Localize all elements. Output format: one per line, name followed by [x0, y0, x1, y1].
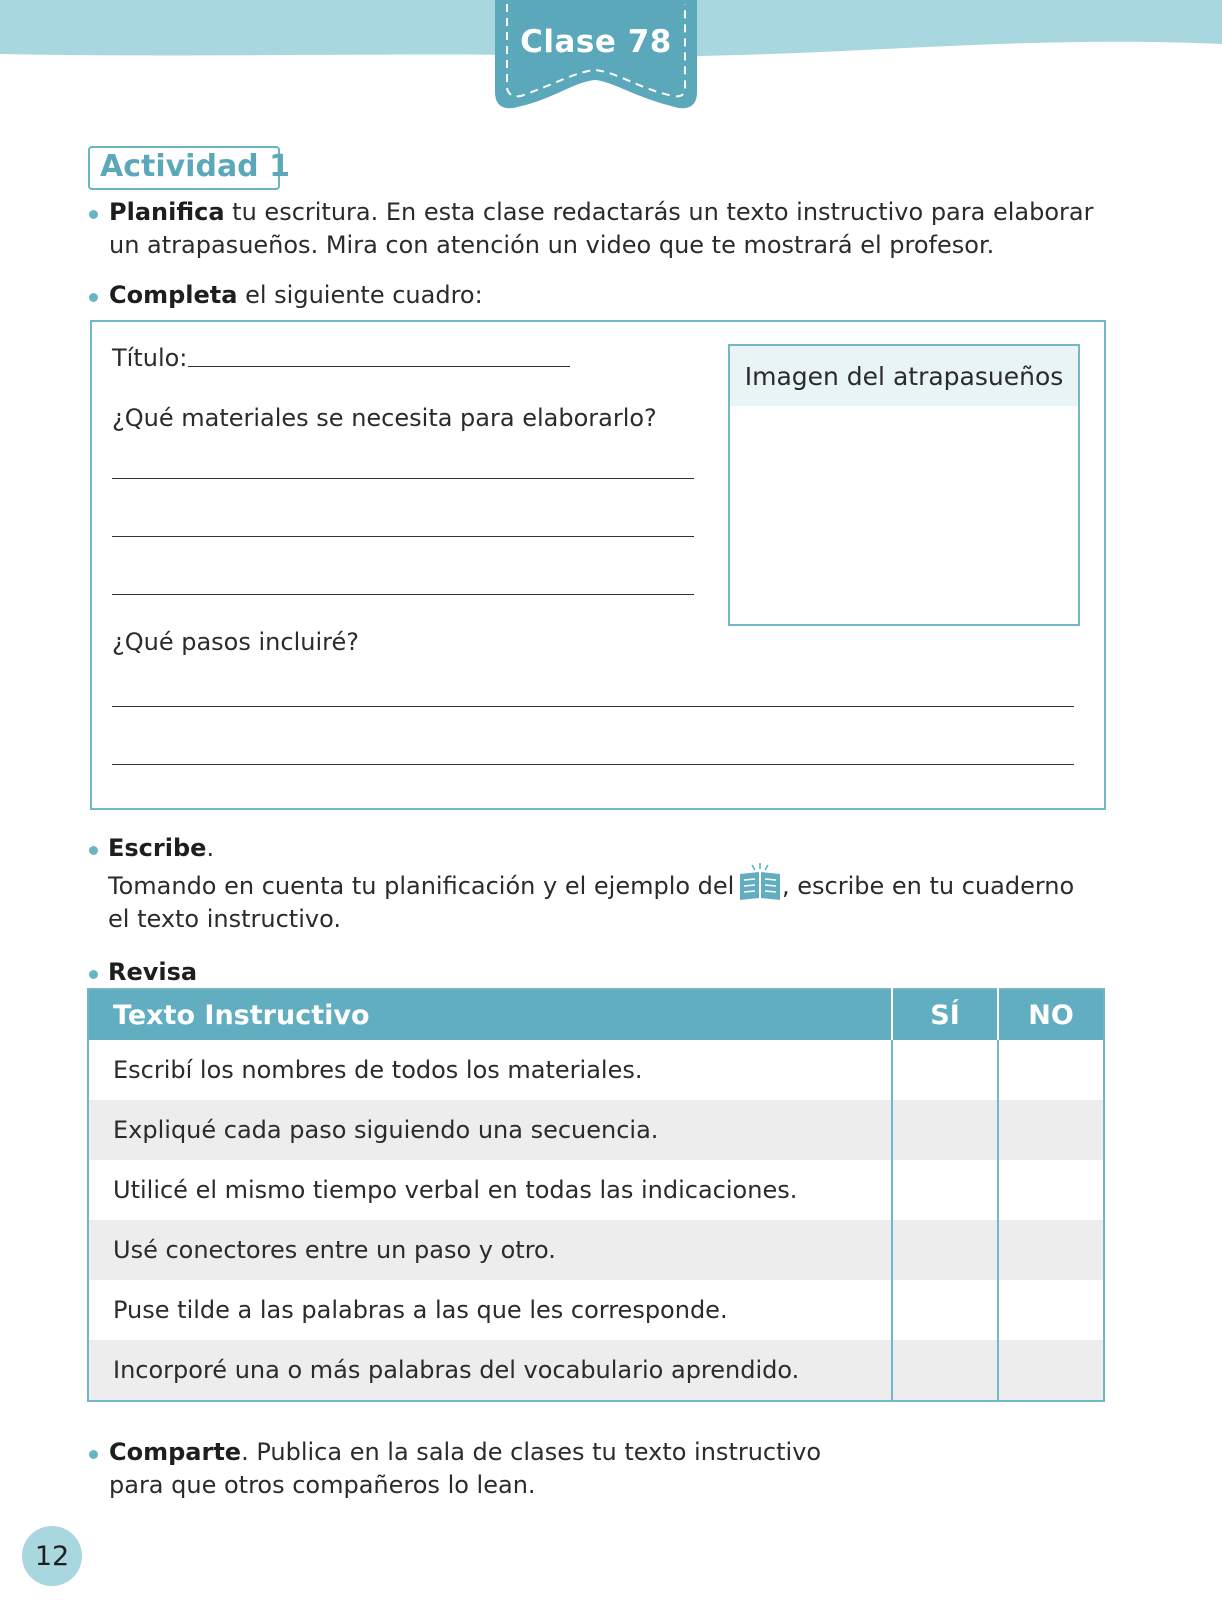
bullet-planifica	[89, 210, 98, 219]
checkbox-no[interactable]	[998, 1100, 1104, 1160]
checkbox-si[interactable]	[892, 1160, 998, 1220]
checklist-item: Incorporé una o más palabras del vocabulario aprendido.	[88, 1340, 892, 1401]
planifica-text	[109, 196, 1093, 262]
table-row	[88, 1280, 1104, 1340]
activity-title: Actividad 1	[100, 149, 290, 184]
checklist-item: Escribí los nombres de todos los materiales.	[113, 1056, 643, 1084]
planifica-bold: Planifica	[109, 198, 225, 226]
revision-checklist-table	[87, 988, 1105, 1402]
bullet-revisa	[89, 970, 98, 979]
bullet-completa	[89, 293, 98, 302]
page-number: 12	[22, 1526, 82, 1586]
table-row	[88, 1100, 1104, 1160]
checkbox-si[interactable]	[892, 1040, 998, 1100]
revisa-bold: Revisa	[108, 958, 198, 986]
escribe-line1-before: Tomando en cuenta tu planificación y el ejemplo del	[108, 872, 735, 900]
checkbox-si[interactable]	[892, 1340, 998, 1401]
bullet-escribe	[89, 846, 98, 855]
comparte-bold: Comparte	[109, 1438, 242, 1466]
escribe-heading	[108, 832, 214, 865]
table-row	[88, 1040, 1104, 1100]
planifica-line1: tu escritura. En esta clase redactarás un texto instructivo para elaborar	[224, 198, 1094, 226]
checkbox-no[interactable]	[998, 1160, 1104, 1220]
materials-question: ¿Qué materiales se necesita para elaborarlo?	[112, 404, 657, 432]
table-row	[88, 1340, 1104, 1401]
title-answer-line[interactable]	[188, 366, 570, 367]
steps-answer-line[interactable]	[112, 706, 1074, 707]
column-header-no: NO	[998, 989, 1104, 1040]
checkbox-no[interactable]	[998, 1280, 1104, 1340]
checkbox-si[interactable]	[892, 1100, 998, 1160]
planifica-line2: un atrapasueños. Mira con atención un video que te mostrará el profesor.	[109, 231, 995, 259]
completa-text	[109, 279, 483, 312]
table-row	[88, 1220, 1104, 1280]
image-drawing-box[interactable]	[728, 344, 1080, 626]
materials-answer-line[interactable]	[112, 594, 694, 595]
escribe-bold: Escribe	[108, 834, 207, 862]
checklist-item: Utilicé el mismo tiempo verbal en todas las indicaciones.	[113, 1176, 798, 1204]
comparte-text	[109, 1436, 821, 1502]
materials-answer-line[interactable]	[112, 478, 694, 479]
revisa-heading	[108, 956, 197, 989]
checklist-item: Puse tilde a las palabras a las que les corresponde.	[113, 1296, 728, 1324]
comparte-line2: para que otros compañeros lo lean.	[109, 1471, 536, 1499]
column-header-texto-instructivo: Texto Instructivo	[88, 989, 892, 1040]
checkbox-no[interactable]	[998, 1040, 1104, 1100]
column-header-si: SÍ	[892, 989, 998, 1040]
open-book-icon	[738, 862, 782, 902]
class-title: Clase 78	[520, 24, 672, 60]
table-row	[88, 1160, 1104, 1220]
completa-rest: el siguiente cuadro:	[237, 281, 483, 309]
completa-bold: Completa	[109, 281, 238, 309]
checkbox-si[interactable]	[892, 1220, 998, 1280]
escribe-dot: .	[206, 834, 215, 862]
bullet-comparte	[89, 1450, 98, 1459]
comparte-line1: . Publica en la sala de clases tu texto instructivo	[241, 1438, 822, 1466]
checkbox-si[interactable]	[892, 1280, 998, 1340]
checkbox-no[interactable]	[998, 1340, 1104, 1401]
table-header-row	[88, 989, 1104, 1040]
steps-answer-line[interactable]	[112, 764, 1074, 765]
checklist-item: Expliqué cada paso siguiendo una secuencia.	[88, 1100, 892, 1160]
escribe-line2: el texto instructivo.	[108, 905, 341, 933]
materials-answer-line[interactable]	[112, 536, 694, 537]
checklist-item: Usé conectores entre un paso y otro.	[88, 1220, 892, 1280]
steps-question: ¿Qué pasos incluiré?	[112, 628, 359, 656]
escribe-line1-after: , escribe en tu cuaderno	[782, 872, 1075, 900]
title-label: Título:	[112, 344, 188, 372]
image-box-title: Imagen del atrapasueños	[730, 346, 1078, 406]
checkbox-no[interactable]	[998, 1220, 1104, 1280]
